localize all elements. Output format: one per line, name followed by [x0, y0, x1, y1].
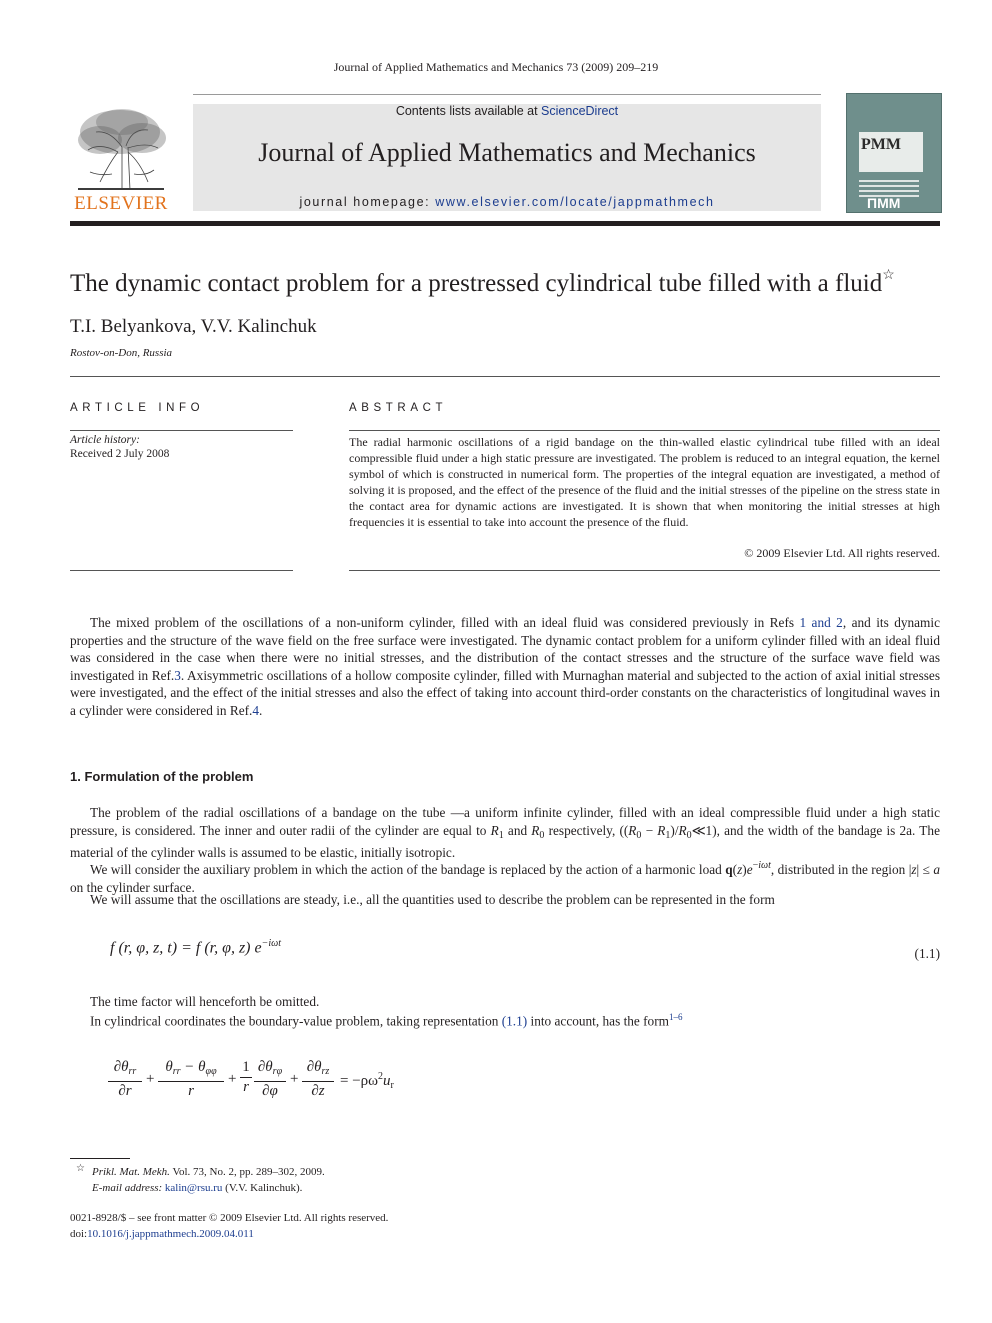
- banner-top-rule: [193, 94, 821, 95]
- header-thick-rule: [70, 221, 940, 226]
- article-info-heading: ARTICLE INFO: [70, 402, 205, 414]
- footnote-rule: [70, 1158, 130, 1159]
- sentence-text: In cylindrical coordinates the boundary-value problem, taking representation: [90, 1013, 502, 1029]
- eq-plus: +: [146, 1071, 155, 1087]
- authors: T.I. Belyankova, V.V. Kalinchuk: [70, 316, 317, 337]
- homepage-prefix: journal homepage:: [299, 195, 436, 209]
- issn-line: 0021-8928/$ – see front matter © 2009 Elsevier Ltd. All rights reserved.: [70, 1212, 389, 1224]
- equation-1-1: f (r, φ, z, t) = f (r, φ, z) $e^{-i\omega t}$: [110, 938, 281, 957]
- cover-bottom-title: ПММ: [867, 195, 901, 211]
- section-1-paragraph-2: We will consider the auxiliary problem in which the action of the bandage is replaced by the action of a harmonic load $q(z)e^{-i\omega t}$, distributed in the region |z| ≤ a on the cylinder surface.: [70, 860, 940, 895]
- footnote-star: ☆: [76, 1163, 85, 1174]
- paragraph-text: on the cylinder surface.: [70, 879, 195, 895]
- contents-line: [193, 104, 821, 118]
- abstract-copyright: © 2009 Elsevier Ltd. All rights reserved.: [744, 546, 940, 560]
- paragraph-text: respectively,: [544, 822, 620, 838]
- equilibrium-equation: [108, 1058, 528, 1106]
- running-head: Journal of Applied Mathematics and Mechanics 73 (2009) 209–219: [333, 60, 659, 74]
- paragraph-text: and: [503, 822, 532, 838]
- footnote-email: [92, 1182, 302, 1194]
- sciencedirect-link[interactable]: ScienceDirect: [541, 104, 619, 118]
- cover-logo: PMM: [861, 136, 901, 153]
- journal-cover-image: [846, 93, 942, 213]
- elsevier-wordmark: ELSEVIER: [74, 193, 168, 214]
- doi-link[interactable]: 10.1016/j.jappmathmech.2009.04.011: [87, 1228, 254, 1240]
- section-1-paragraph-1: The problem of the radial oscillations of a bandage on the tube —a uniform infinite cylinder, filled with an ideal compressible fluid under a high static pressure, is considered. The inner and outer radii of the cylinder are equal to $R_1$ and $R_0$ respectively, (($R_0$ − $R_1)/R_0≪1$), and the width of the bandage is 2a. The material of the cylinder walls is assumed to be elastic, initially isotropic.: [70, 805, 940, 860]
- eq-rhs: = $-\rho\omega^2u_r$: [340, 1071, 394, 1091]
- abstract-text: The radial harmonic oscillations of a rigid bandage on the thin-walled elastic cylindrical tube filled with an ideal compressible fluid under a high static pressure are investigated. The problem is reduced to an integral equation, the kernel symbol of which is constructed in numerical form. The properties of the integral equation are investigated, a method of solving it is proposed, and the effect of the presence of the fluid and the initial stresses of the pipeline on the stress state in the contact area for dynamic actions are investigated. It is shown that when monitoring the initial stresses at high frequencies it is essential to take into account the presence of the fluid.: [349, 435, 940, 529]
- divider: [70, 570, 293, 571]
- affiliation: Rostov-on-Don, Russia: [70, 347, 173, 359]
- section-1-heading: 1. Formulation of the problem: [70, 769, 254, 784]
- eq-plus: +: [228, 1071, 237, 1087]
- article-title: [70, 270, 950, 298]
- eq-fraction: $\partial\theta_{r\varphi}$ ∂φ: [254, 1058, 286, 1101]
- ref-link-1-6[interactable]: 1–6: [668, 1012, 683, 1022]
- citation-details: Vol. 73, No. 2, pp. 289–302, 2009.: [169, 1166, 325, 1178]
- intro-text: . Axisymmetric oscillations of a hollow composite cylinder, filled with Murnaghan material and subjected to the action of axial initial stresses were investigated, and the effect of the initial stresses and also the effect of taking into account third-order constants on the characteristics of longitudinal waves in a cylinder were considered in Ref.: [70, 667, 940, 718]
- paragraph-text: , and the width of the bandage is 2a. The material of the cylinder walls is assumed to be elastic, initially isotropic.: [70, 822, 940, 860]
- eq-fraction: $\partial\theta_{rr}$ ∂r: [108, 1058, 142, 1101]
- ref-link-3[interactable]: 3: [174, 667, 181, 683]
- eq-fraction: $\theta_{rr} - \theta_{\varphi\varphi}$ r: [158, 1058, 224, 1101]
- divider: [349, 430, 940, 431]
- time-factor-sentence: The time factor will henceforth be omitted.: [90, 994, 320, 1009]
- journal-title: Journal of Applied Mathematics and Mechanics: [258, 138, 756, 167]
- homepage-line: [193, 195, 821, 209]
- paragraph-text: , distributed in the region: [770, 862, 909, 877]
- equation-number: (1.1): [914, 946, 940, 961]
- abstract-heading: ABSTRACT: [349, 402, 448, 414]
- intro-text: , and its dynamic properties and the structure of the wave field on the free surface were investigated. The dynamic contact problem for a uniform cylinder filled with an ideal fluid was considered in the case when there were no initial stresses, and the distribution of the contact stresses and the structure of the surface wave field was investigated in Ref.: [70, 615, 940, 683]
- citation-journal: Prikl. Mat. Mekh.: [92, 1166, 170, 1178]
- homepage-link[interactable]: www.elsevier.com/locate/jappmathmech: [435, 195, 715, 209]
- eq-fraction: $\frac{1}{r}$: [240, 1058, 252, 1097]
- received-date: Received 2 July 2008: [70, 448, 170, 460]
- intro-paragraph: [70, 614, 940, 719]
- eq-plus: +: [290, 1071, 299, 1087]
- divider: [70, 376, 940, 377]
- contents-prefix: Contents lists available at: [395, 104, 542, 118]
- divider: [349, 570, 940, 571]
- divider: [70, 430, 293, 431]
- title-footnote-mark[interactable]: ☆: [882, 268, 895, 283]
- paragraph-text: The problem of the radial oscillations of a bandage on the tube —a uniform infinite cylinder, filled with an ideal compressible fluid under a high static pressure, is considered. The inner and outer radii of the cylinder are equal to: [70, 805, 940, 838]
- section-1-paragraph-3: We will assume that the oscillations are steady, i.e., all the quantities used to describe the problem can be represented in the form: [90, 892, 775, 907]
- article-history-label: Article history:: [70, 434, 140, 446]
- doi-line: [70, 1228, 254, 1240]
- email-label: E-mail address:: [92, 1182, 163, 1194]
- doi-label: doi:: [70, 1228, 88, 1240]
- email-owner: (V.V. Kalinchuk).: [222, 1182, 303, 1194]
- email-link[interactable]: kalin@rsu.ru: [164, 1182, 223, 1194]
- cylindrical-coordinates-sentence: [90, 1012, 682, 1029]
- intro-text: .: [259, 702, 263, 718]
- eq-fraction: $\partial\theta_{rz}$ ∂z: [302, 1058, 334, 1101]
- sentence-text: into account, has the form: [527, 1013, 669, 1029]
- journal-banner: [193, 104, 821, 211]
- footnote-citation: [92, 1166, 325, 1178]
- article-title-text: The dynamic contact problem for a prestressed cylindrical tube filled with a fluid: [70, 270, 883, 297]
- paragraph-text: We will consider the auxiliary problem in which the action of the bandage is replaced by the action of a harmonic load: [90, 862, 726, 877]
- ref-link-1-2[interactable]: 1 and 2: [799, 615, 843, 630]
- equation-ref-link[interactable]: (1.1): [501, 1013, 528, 1029]
- ref-link-4[interactable]: 4: [252, 702, 260, 718]
- intro-text: The mixed problem of the oscillations of a non-uniform cylinder, filled with an ideal fluid was considered previously in Refs: [90, 615, 800, 630]
